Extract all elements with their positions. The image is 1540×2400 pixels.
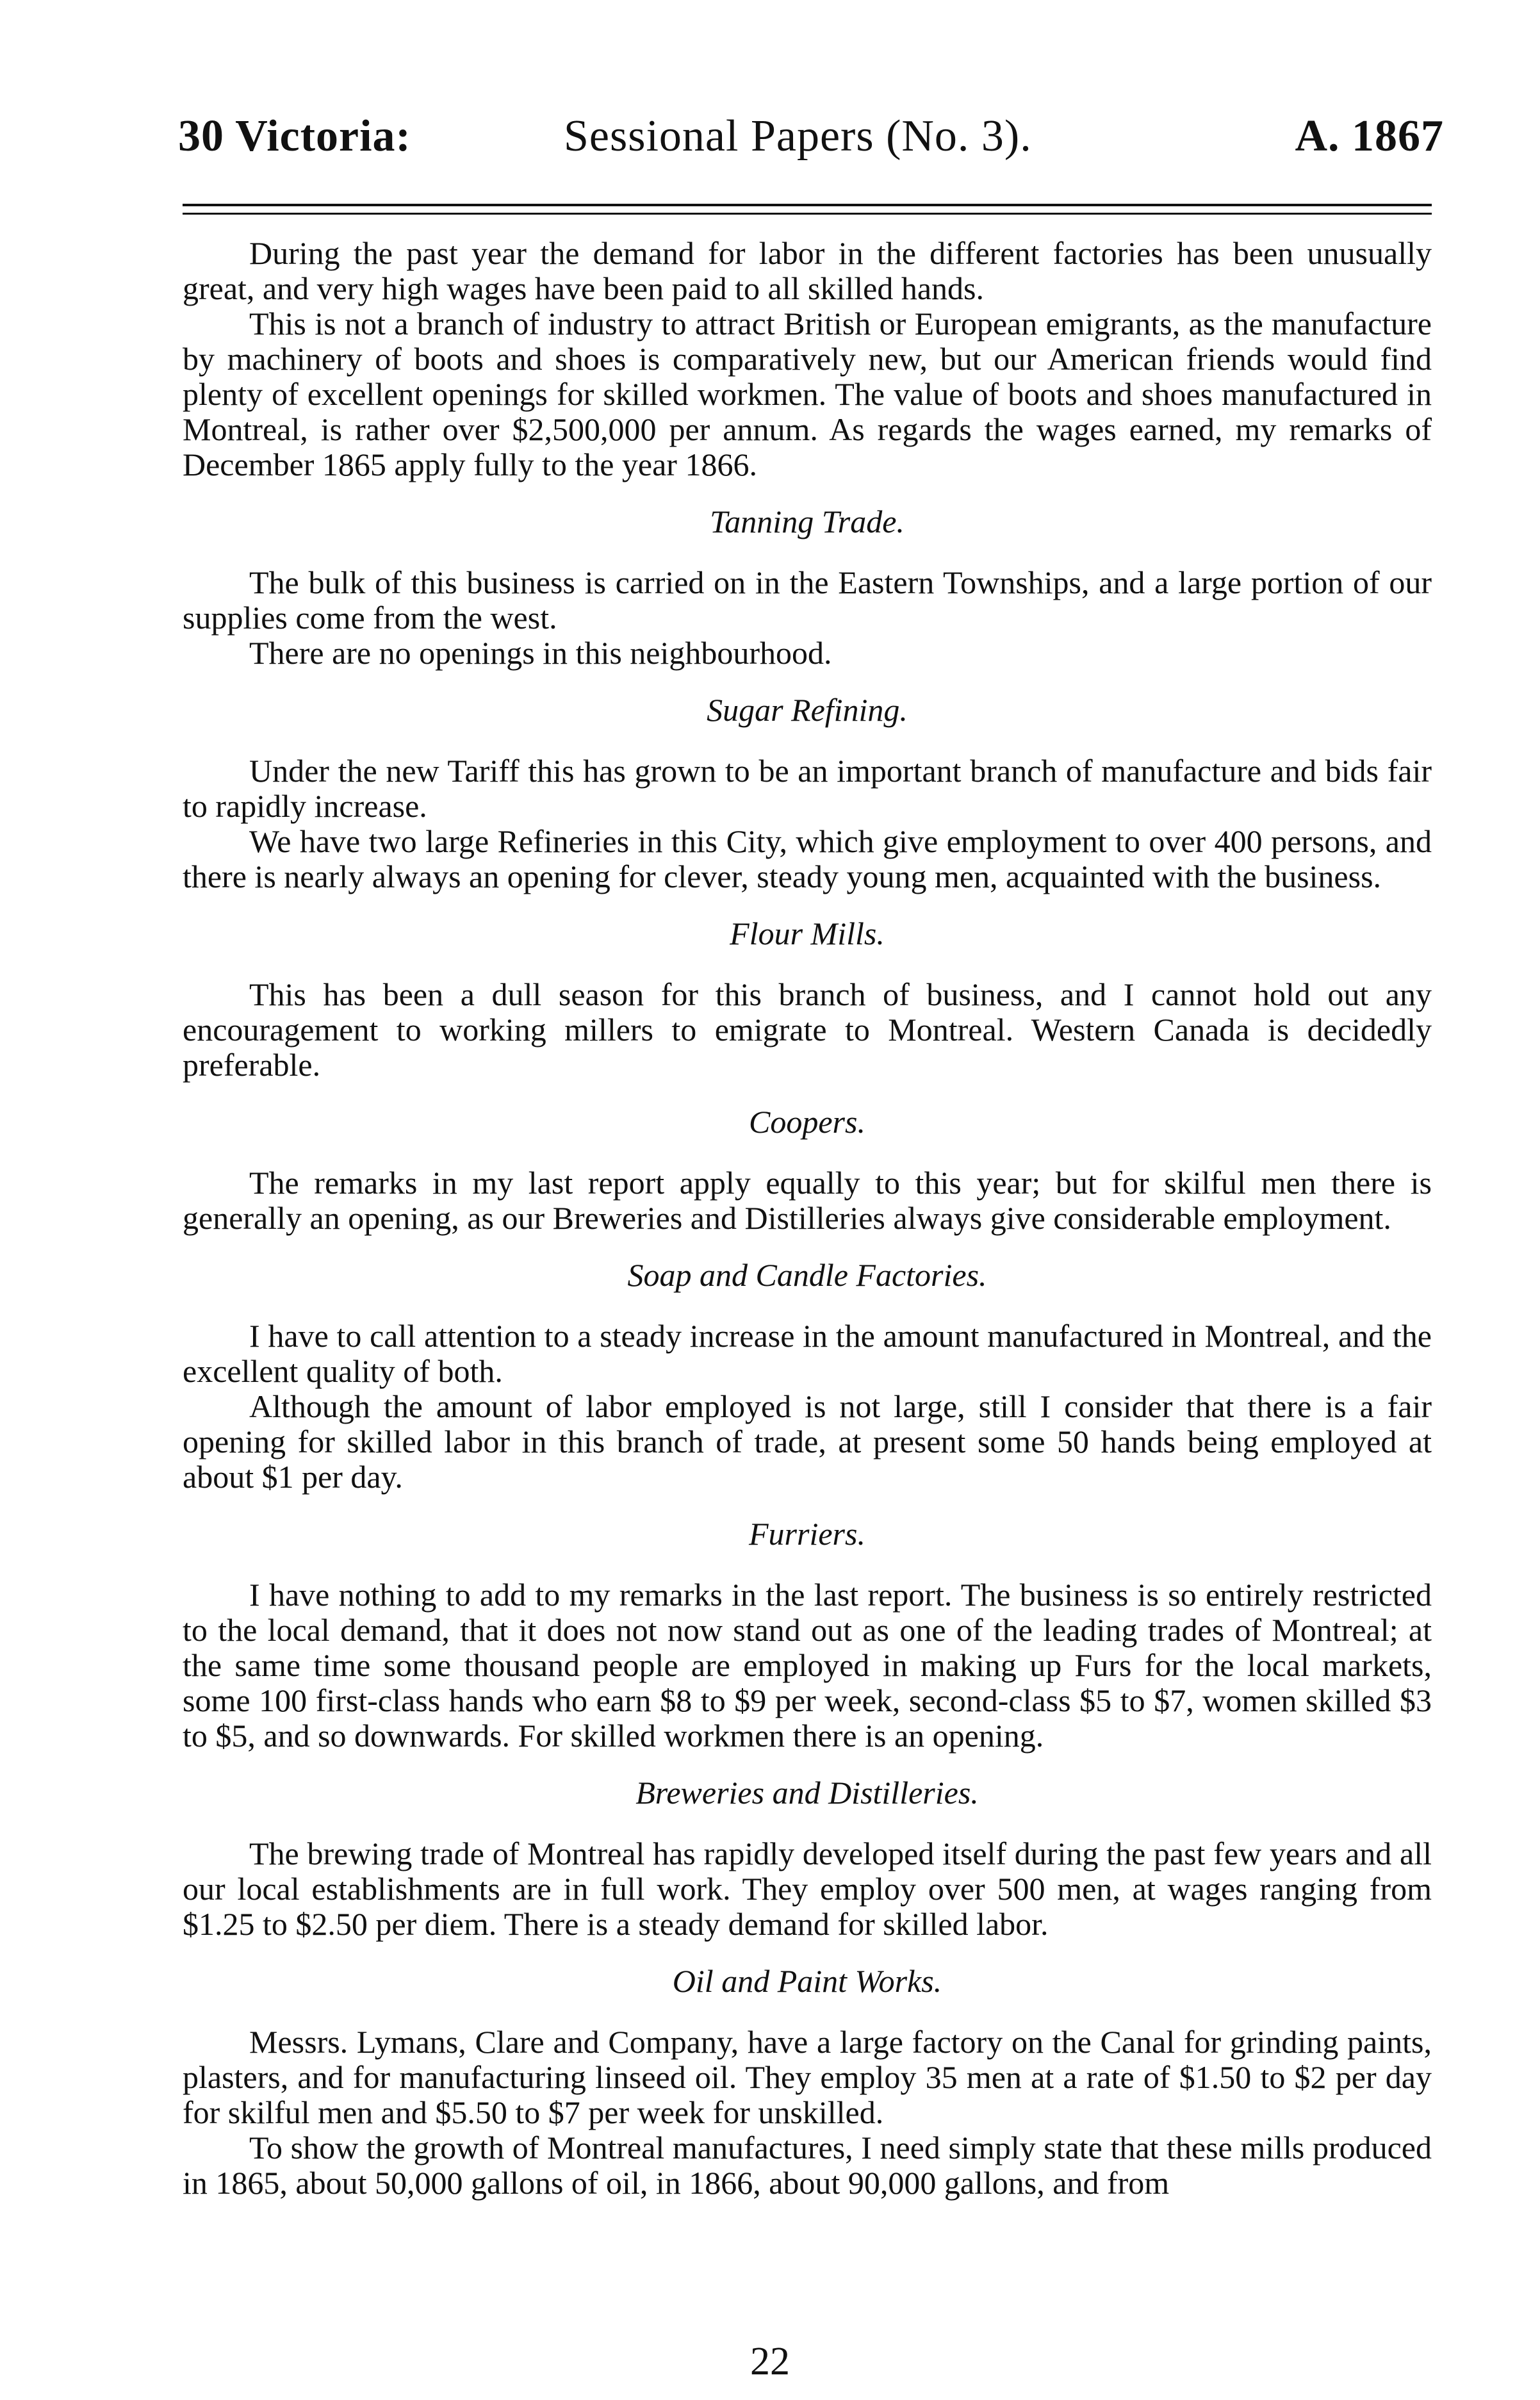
paragraph: I have nothing to add to my remarks in the last report. The business is so entirely restricted to the local demand, that it does not now stand out as one of the leading trades of Montreal; at the same time some thousand people are employed in making up Furs for the local markets, some 100 first-class hands who earn $8 to $9 per week, second-class $5 to $7, women skilled $3 to $5, and so downwards. For skilled workmen there is an opening. <box>183 1577 1432 1754</box>
header-year: A. 1867 <box>1295 111 1444 161</box>
paragraph: Messrs. Lymans, Clare and Company, have a large factory on the Canal for grinding paints, plasters, and for manufacturing linseed oil. They employ 35 men at a rate of $1.50 to $2 per day for skilful men and $5.50 to $7 per week for unskilled. <box>183 2024 1432 2130</box>
section-heading: Flour Mills. <box>730 916 885 951</box>
section-heading: Breweries and Distilleries. <box>635 1775 979 1811</box>
paragraph: We have two large Refineries in this City, which give employment to over 400 persons, and there is nearly always an opening for clever, steady young men, acquainted with the business. <box>183 823 1432 894</box>
header-rule-thin <box>183 213 1432 215</box>
paragraph: The brewing trade of Montreal has rapidly developed itself during the past few years and all our local establishments are in full work. They employ over 500 men, at wages ranging from $1.25 to $2.50 per diem. There is a steady demand for skilled labor. <box>183 1836 1432 1942</box>
paragraph: To show the growth of Montreal manufactures, I need simply state that these mills produced in 1865, about 50,000 gallons of oil, in 1866, about 90,000 gallons, and from <box>183 2130 1432 2201</box>
header-session: 30 Victoria: <box>178 111 411 161</box>
header-title: Sessional Papers (No. 3). <box>564 111 1032 161</box>
section-heading: Tanning Trade. <box>710 504 905 539</box>
paragraph: Under the new Tariff this has grown to be an important branch of manufacture and bids fair to rapidly increase. <box>183 753 1432 824</box>
section-heading: Furriers. <box>749 1516 865 1552</box>
paragraph: I have to call attention to a steady increase in the amount manufactured in Montreal, and the excellent quality of both. <box>183 1318 1432 1389</box>
paragraph: This is not a branch of industry to attract British or European emigrants, as the manufacture by machinery of boots and shoes is comparatively new, but our American friends would find plenty of excellent openings for skilled workmen. The value of boots and shoes manufactured in Montreal, is rather over $2,500,000 per annum. As regards the wages earned, my remarks of December 1865 apply fully to the year 1866. <box>183 306 1432 482</box>
body-text <box>183 236 1432 2201</box>
page-number: 22 <box>750 2340 790 2383</box>
section-heading: Sugar Refining. <box>707 692 908 728</box>
paragraph: The bulk of this business is carried on in the Eastern Townships, and a large portion of our supplies come from the west. <box>183 564 1432 636</box>
paragraph: There are no openings in this neighbourhood. <box>249 635 832 671</box>
paragraph: This has been a dull season for this branch of business, and I cannot hold out any encouragement to working millers to emigrate to Montreal. Western Canada is decidedly preferable. <box>183 976 1432 1083</box>
header-rule-thick <box>183 204 1432 206</box>
paragraph: Although the amount of labor employed is not large, still I consider that there is a fair opening for skilled labor in this branch of trade, at present some 50 hands being employed at about $1 per day. <box>183 1388 1432 1495</box>
paragraph: The remarks in my last report apply equally to this year; but for skilful men there is generally an opening, as our Breweries and Distilleries always give considerable employment. <box>183 1165 1432 1236</box>
paragraph: During the past year the demand for labor in the different factories has been unusually great, and very high wages have been paid to all skilled hands. <box>183 235 1432 306</box>
section-heading: Coopers. <box>749 1104 865 1140</box>
section-heading: Soap and Candle Factories. <box>627 1257 987 1293</box>
section-heading: Oil and Paint Works. <box>672 1963 942 1999</box>
